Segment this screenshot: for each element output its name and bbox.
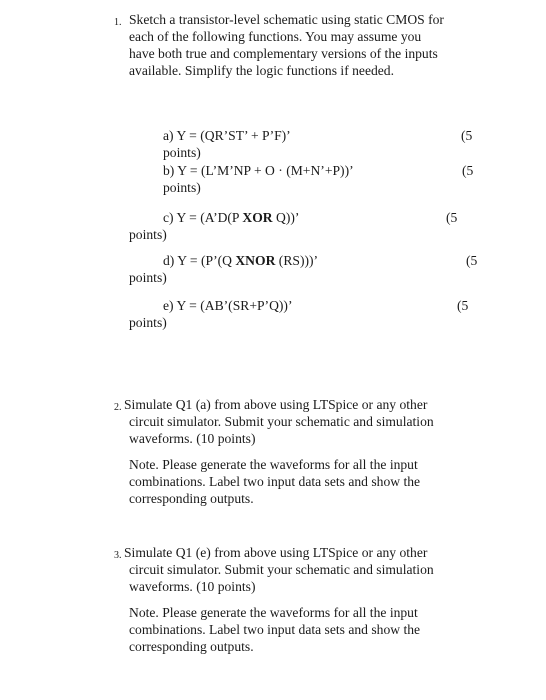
question-text-line: Sketch a transistor-level schematic using static CMOS for — [129, 12, 444, 27]
points-value: (5 — [457, 298, 469, 313]
points-value: (5 — [466, 253, 478, 268]
points-label: points) — [129, 227, 167, 242]
note-text-line: corresponding outputs. — [129, 639, 254, 654]
question-text-line: Simulate Q1 (a) from above using LTSpice or any other — [124, 397, 428, 412]
note-text-line: corresponding outputs. — [129, 491, 254, 506]
subquestion-expression: d) Y = (P’(Q XNOR (RS)))’ — [163, 253, 319, 268]
points-label: points) — [163, 180, 201, 195]
question-text-line: circuit simulator. Submit your schematic and simulation — [129, 562, 434, 577]
subquestion-expression: a) Y = (QR’ST’ + P’F)’ — [163, 128, 291, 143]
question-text-line: waveforms. (10 points) — [129, 431, 256, 446]
points-label: points) — [129, 315, 167, 330]
question-number: 1. — [114, 17, 122, 28]
question-text-line: available. Simplify the logic functions if needed. — [129, 63, 395, 78]
points-value: (5 — [446, 210, 458, 225]
question-text-line: circuit simulator. Submit your schematic and simulation — [129, 414, 434, 429]
question-number: 2. — [114, 402, 122, 413]
question-number: 3. — [114, 550, 122, 561]
points-value: (5 — [461, 128, 473, 143]
note-text-line: combinations. Label two input data sets and show the — [129, 474, 421, 489]
subquestion-expression: e) Y = (AB’(SR+P’Q))’ — [163, 298, 293, 313]
points-value: (5 — [462, 163, 474, 178]
question-text-line: have both true and complementary versions of the inputs — [129, 46, 438, 61]
note-text-line: Note. Please generate the waveforms for all the input — [129, 605, 418, 620]
question-text-line: Simulate Q1 (e) from above using LTSpice or any other — [124, 545, 428, 560]
subquestion-expression: c) Y = (A’D(P XOR Q))’ — [163, 210, 300, 225]
xor-operator: XOR — [242, 210, 273, 225]
subquestion-expression: b) Y = (L’M’NP + O · (M+N’+P))’ — [163, 163, 354, 178]
points-label: points) — [163, 145, 201, 160]
question-text-line: waveforms. (10 points) — [129, 579, 256, 594]
xnor-operator: XNOR — [235, 253, 276, 268]
note-text-line: combinations. Label two input data sets and show the — [129, 622, 421, 637]
note-text-line: Note. Please generate the waveforms for all the input — [129, 457, 418, 472]
points-label: points) — [129, 270, 167, 285]
question-text-line: each of the following functions. You may assume you — [129, 29, 422, 44]
